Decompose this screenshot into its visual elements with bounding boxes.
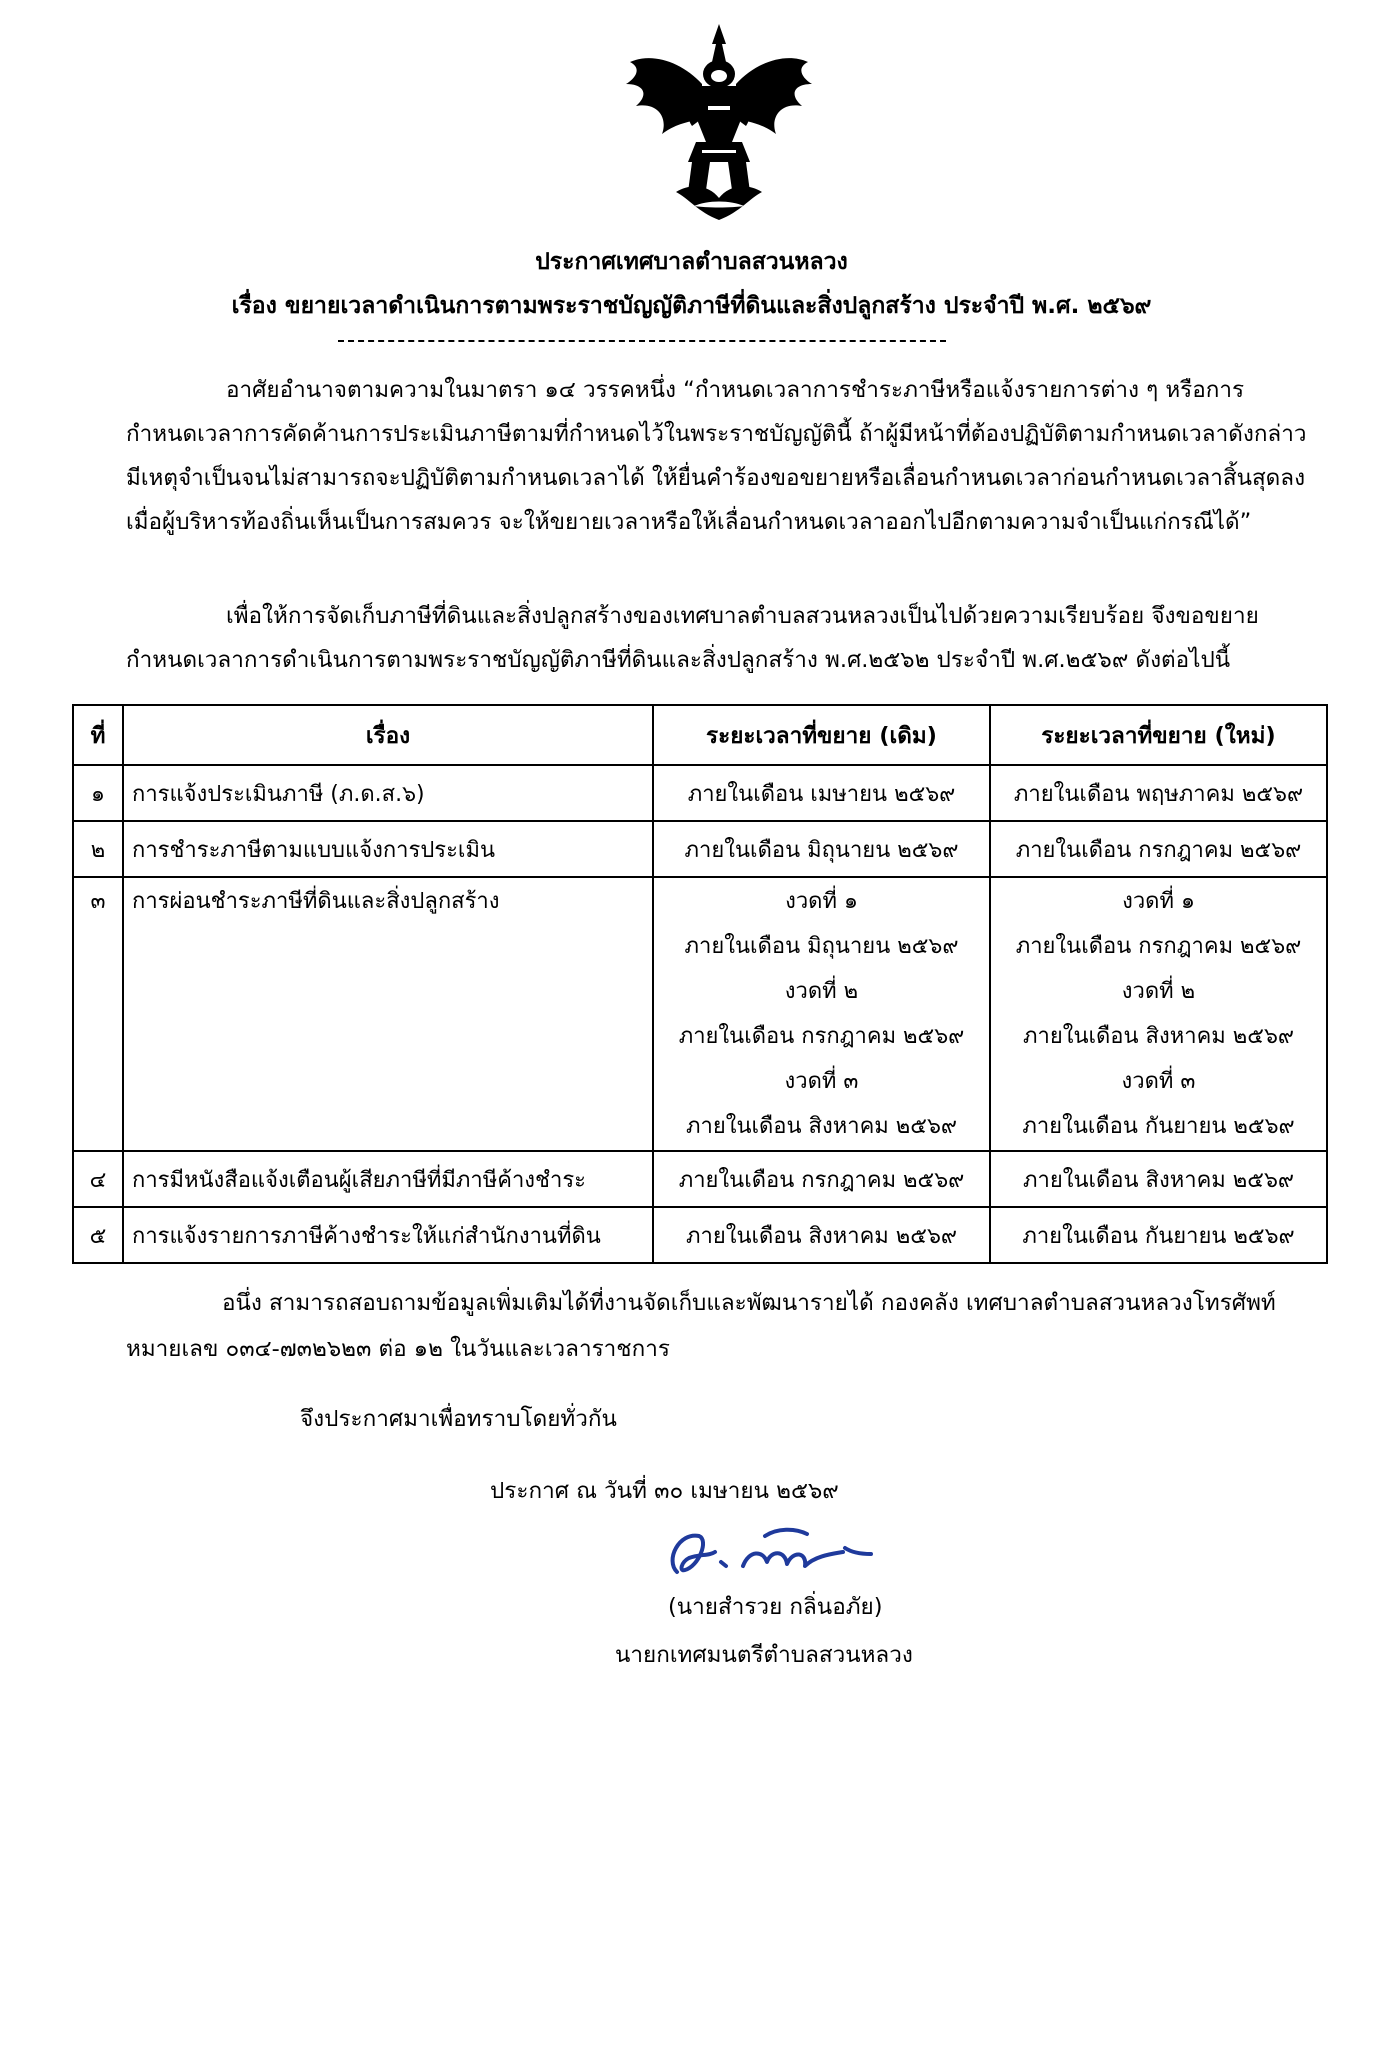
row-subject-text: การผ่อนชำระภาษีที่ดินและสิ่งปลูกสร้าง — [132, 889, 500, 914]
signer-position: นายกเทศมนตรีตำบลสวนหลวง — [615, 1642, 913, 1668]
contact-paragraph — [126, 1280, 1308, 1372]
row-no: ๒ — [73, 821, 123, 877]
header-new-period: ระยะเวลาที่ขยาย (ใหม่) — [990, 705, 1327, 765]
row-new-period: ภายในเดือน กันยายน ๒๕๖๙ — [990, 1207, 1327, 1263]
row-new-period: ภายในเดือน สิงหาคม ๒๕๖๙ — [990, 1151, 1327, 1207]
title-separator — [338, 340, 946, 342]
row-no-text: ๓ — [90, 889, 106, 914]
installment-date: ภายในเดือน กันยายน ๒๕๖๙ — [1022, 1114, 1295, 1139]
row-old-period: ภายในเดือน กรกฎาคม ๒๕๖๙ — [653, 1151, 990, 1207]
installment-label: งวดที่ ๒ — [1121, 979, 1196, 1004]
header-subject: เรื่อง — [123, 705, 653, 765]
table-row — [73, 1151, 1327, 1207]
table-row — [73, 877, 1327, 1151]
row-old-period: ภายในเดือน สิงหาคม ๒๕๖๙ — [653, 1207, 990, 1263]
installment-date: ภายในเดือน สิงหาคม ๒๕๖๙ — [1022, 1024, 1295, 1049]
installment-label: งวดที่ ๓ — [784, 1069, 859, 1094]
purpose-paragraph — [126, 594, 1308, 682]
row-subject: การชำระภาษีตามแบบแจ้งการประเมิน — [123, 821, 653, 877]
announcement-subject: เรื่อง ขยายเวลาดำเนินการตามพระราชบัญญัติภาษีที่ดินและสิ่งปลูกสร้าง ประจำปี พ.ศ. ๒๕๖๙ — [231, 293, 1152, 319]
row-no — [73, 877, 123, 1151]
row-no: ๕ — [73, 1207, 123, 1263]
row-new-period: ภายในเดือน พฤษภาคม ๒๕๖๙ — [990, 765, 1327, 821]
table-header-row — [73, 705, 1327, 765]
legal-basis-text: อาศัยอำนาจตามความในมาตรา ๑๔ วรรคหนึ่ง “กำหนดเวลาการชำระภาษีหรือแจ้งรายการต่าง ๆ หรือการกำหนดเวลาการคัดค้านการประเมินภาษีตามที่กำหนดไว้ในพระราชบัญญัตินี้ ถ้าผู้มีหน้าที่ต้องปฏิบัติตามกำหนดเวลาดังกล่าว มีเหตุจำเป็นจนไม่สามารถจะปฏิบัติตามกำหนดเวลาได้ ให้ยื่นคำร้องขอขยายหรือเลื่อนกำหนดเวลาก่อนกำหนดเวลาสิ้นสุดลง เมื่อผู้บริหารท้องถิ่นเห็นเป็นการสมควร จะให้ขยายเวลาหรือให้เลื่อนกำหนดเวลาออกไปอีกตามความจำเป็นแก่กรณีได้” — [126, 377, 1307, 535]
header-old-period: ระยะเวลาที่ขยาย (เดิม) — [653, 705, 990, 765]
purpose-text: เพื่อให้การจัดเก็บภาษีที่ดินและสิ่งปลูกสร้างของเทศบาลตำบลสวนหลวงเป็นไปด้วยความเรียบร้อย จึงขอขยายกำหนดเวลาการดำเนินการตามพระราชบัญญัติภาษีที่ดินและสิ่งปลูกสร้าง พ.ศ.๒๕๖๒ ประจำปี พ.ศ.๒๕๖๙ ดังต่อไปนี้ — [126, 603, 1259, 673]
table-row — [73, 765, 1327, 821]
row-no: ๑ — [73, 765, 123, 821]
installment-date: ภายในเดือน กรกฎาคม ๒๕๖๙ — [678, 1024, 965, 1049]
signer-name: (นายสำรวย กลิ่นอภัย) — [668, 1594, 883, 1620]
installment-date: ภายในเดือน สิงหาคม ๒๕๖๙ — [685, 1114, 958, 1139]
announcement-title: ประกาศเทศบาลตำบลสวนหลวง — [535, 249, 848, 275]
installment-date: ภายในเดือน มิถุนายน ๒๕๖๙ — [684, 934, 959, 959]
table-row — [73, 821, 1327, 877]
installment-label: งวดที่ ๒ — [784, 979, 859, 1004]
row-subject: การแจ้งประเมินภาษี (ภ.ด.ส.๖) — [123, 765, 653, 821]
row-old-period: ภายในเดือน เมษายน ๒๕๖๙ — [653, 765, 990, 821]
row-subject: การแจ้งรายการภาษีค้างชำระให้แก่สำนักงานที่ดิน — [123, 1207, 653, 1263]
legal-basis-paragraph — [126, 368, 1308, 544]
row-subject: การมีหนังสือแจ้งเตือนผู้เสียภาษีที่มีภาษีค้างชำระ — [123, 1151, 653, 1207]
announcement-date: ประกาศ ณ วันที่ ๓๐ เมษายน ๒๕๖๙ — [490, 1478, 839, 1504]
installment-label: งวดที่ ๑ — [1122, 889, 1195, 914]
table-row — [73, 1207, 1327, 1263]
closing-statement: จึงประกาศมาเพื่อทราบโดยทั่วกัน — [300, 1406, 617, 1432]
header-no: ที่ — [73, 705, 123, 765]
row-old-period: ภายในเดือน มิถุนายน ๒๕๖๙ — [653, 821, 990, 877]
signature-icon — [655, 1510, 895, 1590]
row-subject — [123, 877, 653, 1151]
row-no: ๔ — [73, 1151, 123, 1207]
garuda-emblem-icon — [622, 22, 817, 222]
schedule-table — [72, 704, 1328, 1264]
installment-label: งวดที่ ๑ — [785, 889, 858, 914]
installment-label: งวดที่ ๓ — [1121, 1069, 1196, 1094]
installment-date: ภายในเดือน กรกฎาคม ๒๕๖๙ — [1015, 934, 1302, 959]
row-new-period: ภายในเดือน กรกฎาคม ๒๕๖๙ — [990, 821, 1327, 877]
row-old-period — [653, 877, 990, 1151]
contact-text: อนึ่ง สามารถสอบถามข้อมูลเพิ่มเติมได้ที่งานจัดเก็บและพัฒนารายได้ กองคลัง เทศบาลตำบลสวนหลวงโทรศัพท์หมายเลข ๐๓๔-๗๓๒๖๒๓ ต่อ ๑๒ ในวันและเวลาราชการ — [126, 1290, 1276, 1362]
row-new-period — [990, 877, 1327, 1151]
